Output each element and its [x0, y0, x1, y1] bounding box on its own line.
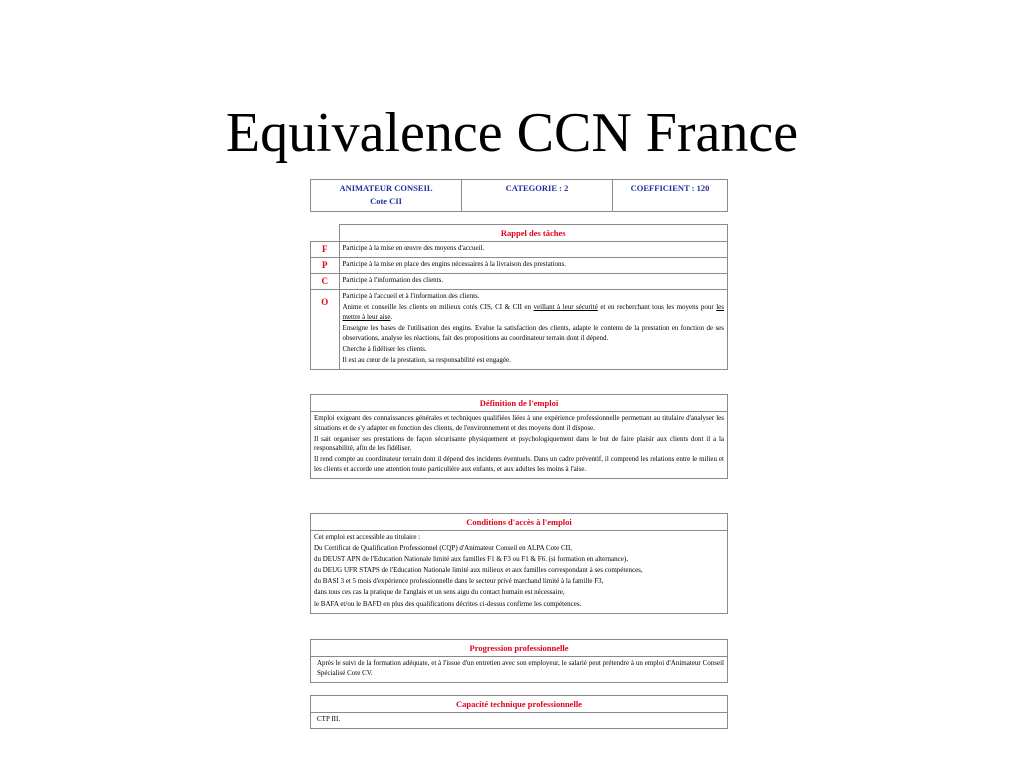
capacite-text: CTP III.	[311, 713, 728, 729]
task-text: Participe à la mise en place des engins nécessaires à la livraison des prestations.	[339, 258, 728, 274]
task-text: Participe à la mise en œuvre des moyens d'accueil.	[339, 242, 728, 258]
coefficient-cell: COEFFICIENT : 120	[613, 180, 728, 212]
task-letter: O	[311, 290, 340, 370]
category-cell: CATEGORIE : 2	[462, 180, 613, 212]
task-row	[311, 258, 728, 274]
task-row	[311, 242, 728, 258]
definition-table	[310, 394, 728, 479]
job-title: ANIMATEUR CONSEIL	[339, 183, 433, 193]
definition-heading: Définition de l'emploi	[311, 395, 728, 412]
definition-text: Emploi exigeant des connaissances générales et techniques qualifiées liées à une expérience professionnelle permettant au titulaire d'analyser les situations et de s'y adapter en fonction des clients, de l'environnement et des moyens dont il dispose. Il sait organiser ses prestations de façon sécurisante physiquement et psychologiquement dans le but de faire plaisir aux clients dont il a la responsabilité, afin de les fidéliser. Il rend compte au coordinateur terrain dont il dépend des incidents éventuels. Dans un cadre préventif, il comprend les relations entre le milieu et les clients et accorde une attention toute particulière aux enfants, et aux adultes les moins à l'aise.	[311, 412, 728, 479]
slide-title: Equivalence CCN France	[225, 102, 799, 164]
task-letter: F	[311, 242, 340, 258]
task-letter: C	[311, 274, 340, 290]
capacite-table	[310, 695, 728, 729]
job-header-table	[310, 179, 728, 212]
conditions-text: Cet emploi est accessible au titulaire : Du Certificat de Qualification Professionnel (CQP) d'Animateur Conseil en ALPA Cote CII, du DEUST APN de l'Education Nationale limité aux familles F1 & F3 ou F1 & F6. (si formation en alternance), du DEUG UFR STAPS de l'Education Nationale limité aux milieux et aux familles correspondant à ses compétences, du BASI 3 et 5 mois d'expérience professionnelle dans le secteur privé marchand limité à la famille F3, dans tous ces cas la pratique de l'anglais et un sens aigu du contact humain est nécessaire, le BAFA et/ou le BAFD en plus des qualifications décrites ci-dessus confirme les compétences.	[311, 531, 728, 614]
capacite-heading: Capacité technique professionnelle	[311, 696, 728, 713]
conditions-heading: Conditions d'accès à l'emploi	[311, 514, 728, 531]
task-row	[311, 290, 728, 370]
task-text: Participe à l'information des clients.	[339, 274, 728, 290]
task-text: Participe à l'accueil et à l'information des clients. Anime et conseille les clients en milieux cotés CIS, CI & CII en veillant à leur sécurité et en recherchant tous les moyens pour les mettre à leur aise. Enseigne les bases de l'utilisation des engins. Evalue la satisfaction des clients, adapte le contenu de la prestation en fonction de ses observations, analyse les réactions, fait des propositions au coordinateur terrain dont il dépend. Cherche à fidéliser les clients. Il est au cœur de la prestation, sa responsabilité est engagée.	[339, 290, 728, 370]
progression-table	[310, 639, 728, 683]
rappel-taches-table	[310, 224, 728, 370]
rappel-heading: Rappel des tâches	[339, 225, 728, 242]
conditions-table	[310, 513, 728, 614]
progression-heading: Progression professionnelle	[311, 640, 728, 657]
task-row	[311, 274, 728, 290]
job-cote: Cote CII	[370, 196, 402, 206]
task-letter: P	[311, 258, 340, 274]
progression-text: Après le suivi de la formation adéquate, et à l'issue d'un entretien avec son employeur, le salarié peut prétendre à un emploi d'Animateur Conseil Spécialisé Cote CV.	[311, 657, 728, 683]
job-title-cell	[311, 180, 462, 212]
